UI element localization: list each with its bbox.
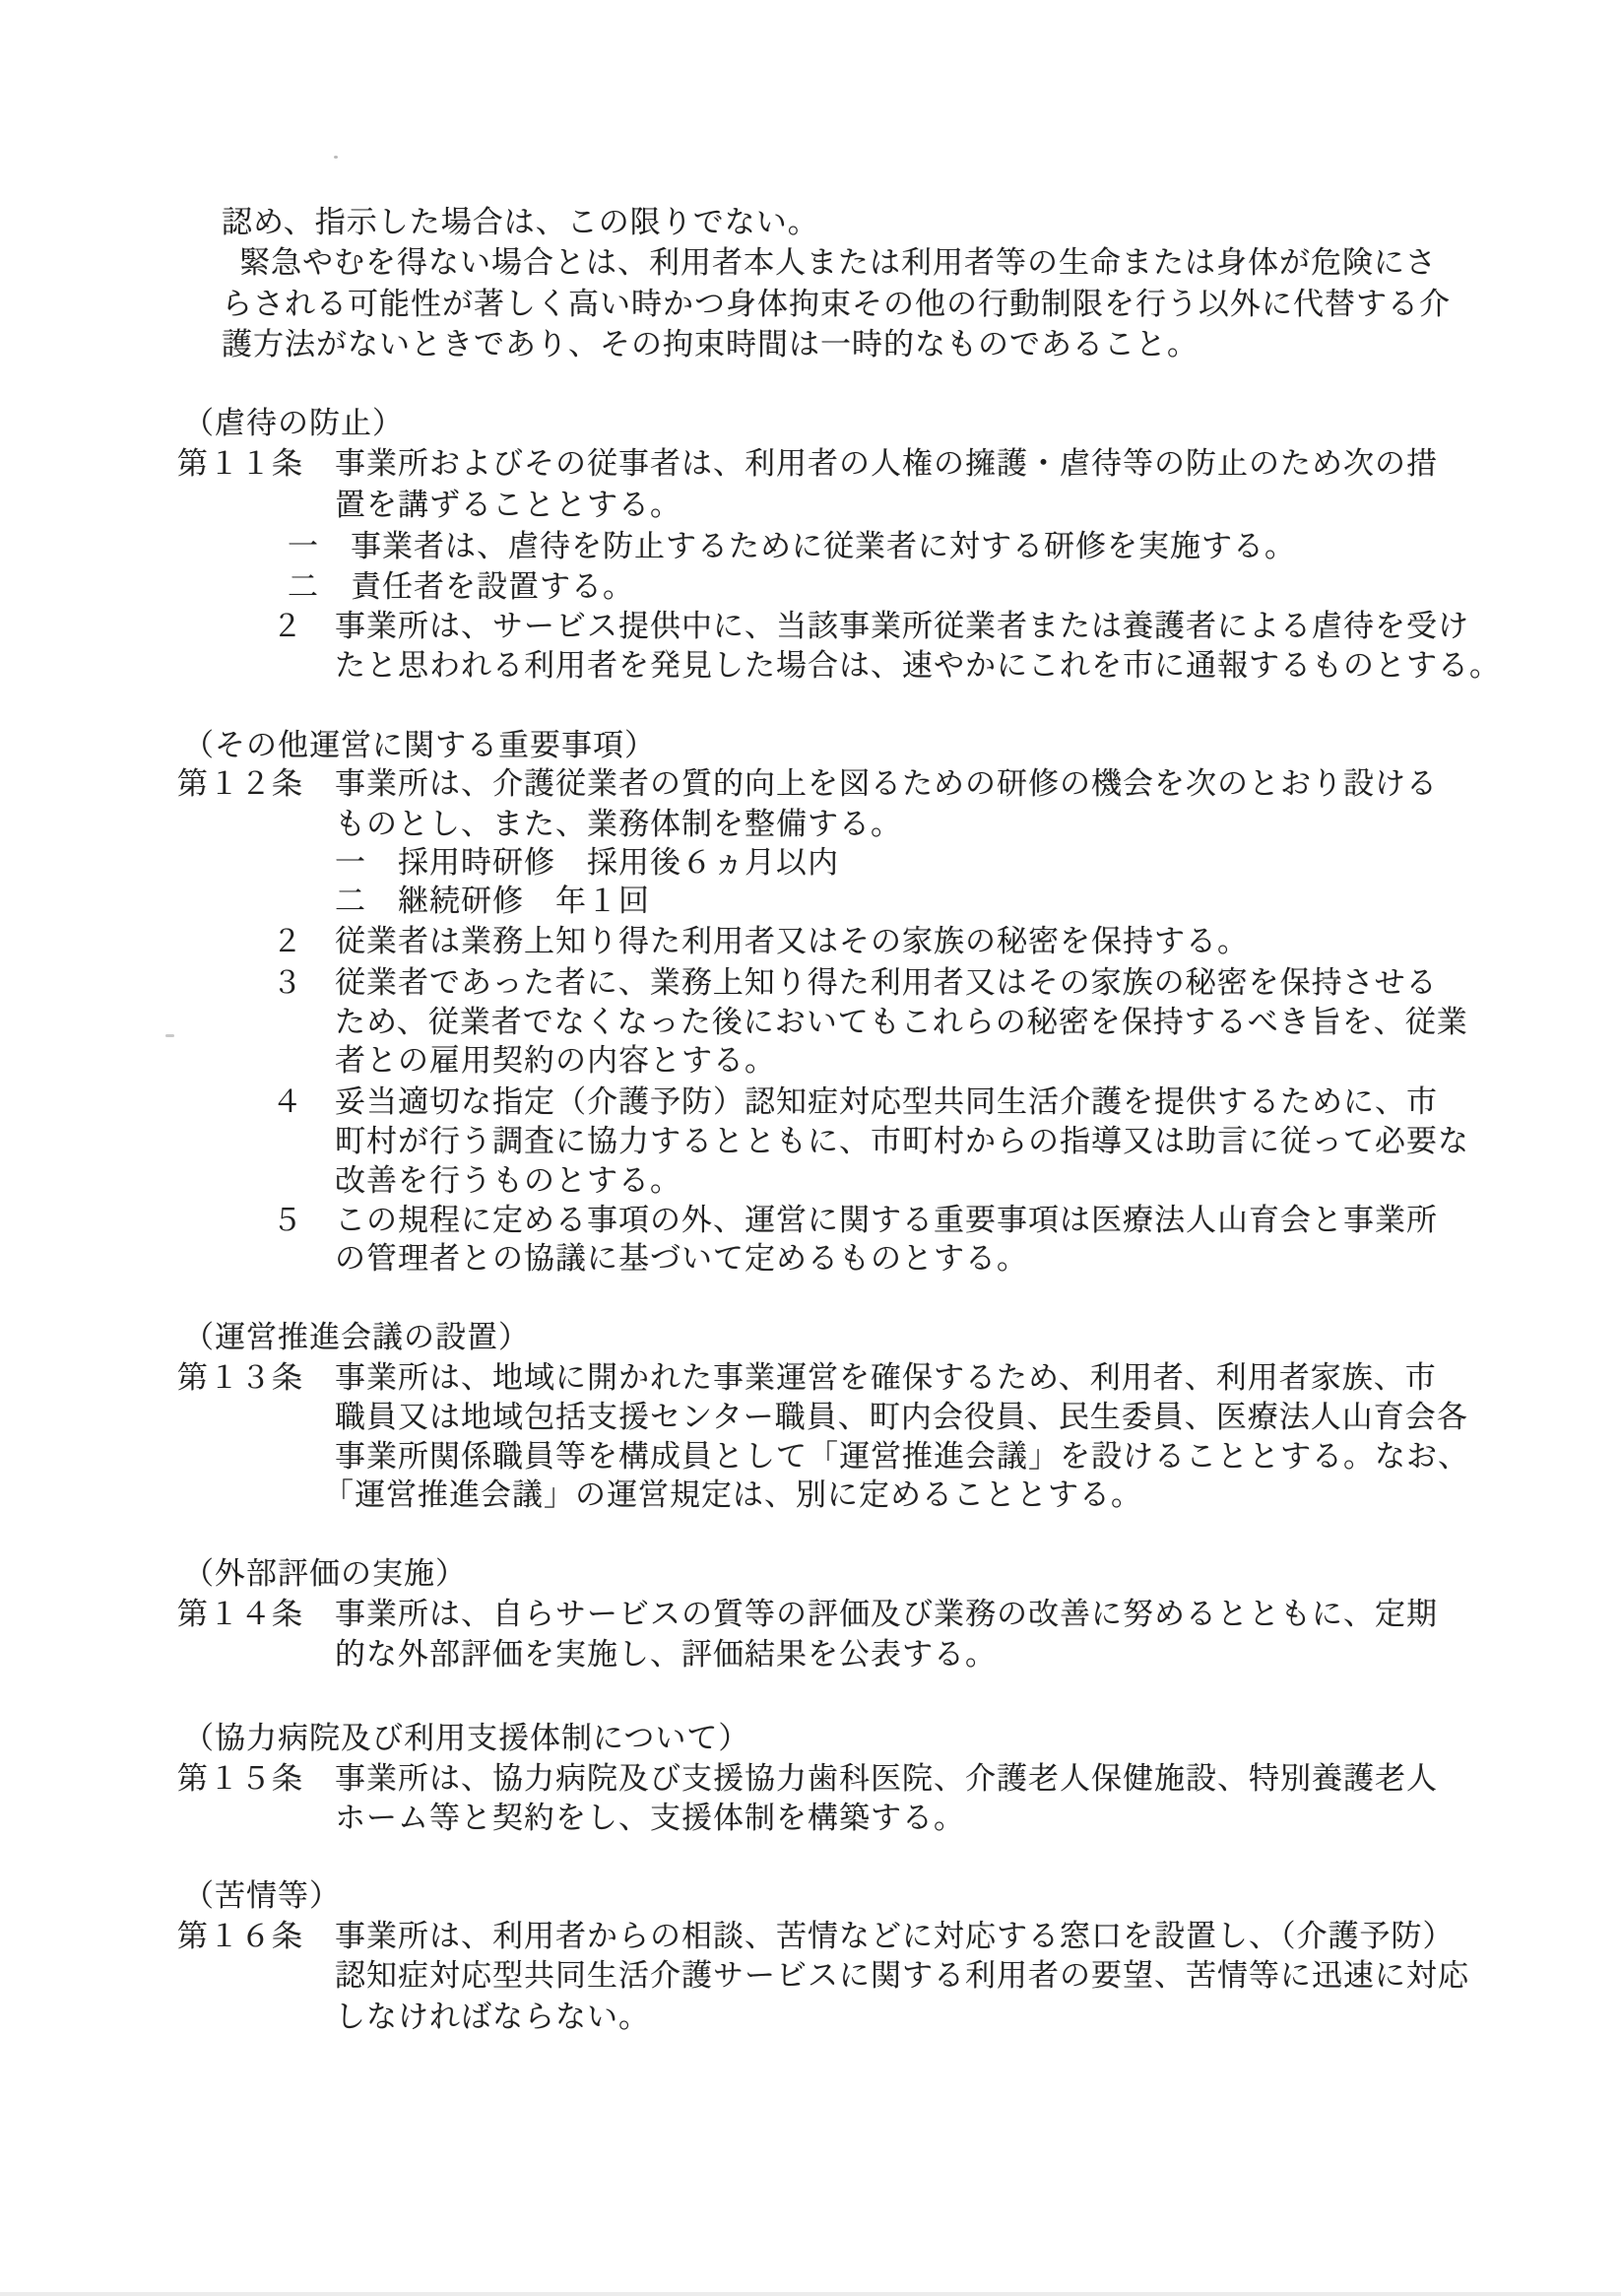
body-line: たと思われる利用者を発見した場合は、速やかにこれを市に通報するものとする。 bbox=[335, 648, 1501, 683]
section-heading: （虐待の防止） bbox=[183, 406, 404, 440]
article-line: 第１３条 事業所は、地域に開かれた事業運営を確保するため、利用者、利用者家族、市 bbox=[177, 1360, 1437, 1395]
body-line: 緊急やむを得ない場合とは、利用者本人または利用者等の生命または身体が危険にさ bbox=[239, 245, 1437, 280]
article-line: 第１６条 事業所は、利用者からの相談、苦情などに対応する窓口を設置し、（介護予防） bbox=[177, 1919, 1455, 1953]
body-line: 一 採用時研修 採用後６ヵ月以内 bbox=[335, 845, 839, 880]
body-line: 二 継続研修 年１回 bbox=[335, 884, 650, 918]
body-line: 改善を行うものとする。 bbox=[335, 1163, 681, 1198]
article-line: 第１２条 事業所は、介護従業者の質的向上を図るための研修の機会を次のとおり設ける bbox=[177, 766, 1438, 801]
scan-bottom-edge bbox=[0, 2292, 1621, 2296]
article-line: 第１１条 事業所およびその従事者は、利用者の人権の擁護・虐待等の防止のため次の措 bbox=[177, 446, 1438, 481]
body-line: ため、従業者でなくなった後においてもこれらの秘密を保持するべき旨を、従業 bbox=[335, 1005, 1468, 1039]
body-line: 「運営推進会議」の運営規定は、別に定めることとする。 bbox=[323, 1477, 1142, 1512]
body-line: 二 責任者を設置する。 bbox=[288, 569, 634, 604]
body-line: 者との雇用契約の内容とする。 bbox=[335, 1043, 776, 1078]
body-line: しなければならない。 bbox=[335, 2000, 650, 2034]
body-line: ４ 妥当適切な指定（介護予防）認知症対応型共同生活介護を提供するために、市 bbox=[272, 1084, 1438, 1119]
body-line: 的な外部評価を実施し、評価結果を公表する。 bbox=[335, 1637, 997, 1672]
body-line: 職員又は地域包括支援センター職員、町内会役員、民生委員、医療法人山育会各 bbox=[335, 1400, 1468, 1434]
body-line: ５ この規程に定める事項の外、運営に関する重要事項は医療法人山育会と事業所 bbox=[272, 1203, 1438, 1237]
body-line: 事業所関係職員等を構成員として「運営推進会議」を設けることとする。なお、 bbox=[335, 1439, 1469, 1474]
section-heading: （運営推進会議の設置） bbox=[183, 1320, 530, 1354]
body-line: ものとし、また、業務体制を整備する。 bbox=[335, 807, 902, 841]
section-heading: （苦情等） bbox=[183, 1878, 341, 1913]
section-heading: （協力病院及び利用支援体制について） bbox=[183, 1721, 750, 1755]
body-line: 一 事業者は、虐待を防止するために従業者に対する研修を実施する。 bbox=[288, 529, 1296, 563]
body-line: の管理者との協議に基づいて定めるものとする。 bbox=[335, 1241, 1028, 1276]
body-line: 認知症対応型共同生活介護サービスに関する利用者の要望、苦情等に迅速に対応 bbox=[335, 1958, 1469, 1993]
body-line: らされる可能性が著しく高い時かつ身体拘束その他の行動制限を行う以外に代替する介 bbox=[222, 287, 1451, 321]
scan-speck bbox=[165, 1034, 174, 1037]
body-line: 町村が行う調査に協力するとともに、市町村からの指導又は助言に従って必要な bbox=[335, 1124, 1469, 1158]
body-line: 認め、指示した場合は、この限りでない。 bbox=[222, 205, 819, 239]
article-line: 第１５条 事業所は、協力病院及び支援協力歯科医院、介護老人保健施設、特別養護老人 bbox=[177, 1761, 1438, 1796]
body-line: 置を講ずることとする。 bbox=[335, 488, 681, 522]
article-line: 第１４条 事業所は、自らサービスの質等の評価及び業務の改善に努めるとともに、定期 bbox=[177, 1597, 1438, 1631]
body-line: ホーム等と契約をし、支援体制を構築する。 bbox=[335, 1801, 965, 1835]
body-line: ３ 従業者であった者に、業務上知り得た利用者又はその家族の秘密を保持させる bbox=[272, 965, 1438, 1000]
section-heading: （その他運営に関する重要事項） bbox=[183, 728, 656, 762]
body-line: ２ 従業者は業務上知り得た利用者又はその家族の秘密を保持する。 bbox=[272, 924, 1249, 958]
body-line: 護方法がないときであり、その拘束時間は一時的なものであること。 bbox=[222, 327, 1199, 361]
body-line: ２ 事業所は、サービス提供中に、当該事業所従業者または養護者による虐待を受け bbox=[272, 609, 1469, 643]
section-heading: （外部評価の実施） bbox=[183, 1556, 467, 1591]
scan-speck bbox=[334, 156, 338, 159]
